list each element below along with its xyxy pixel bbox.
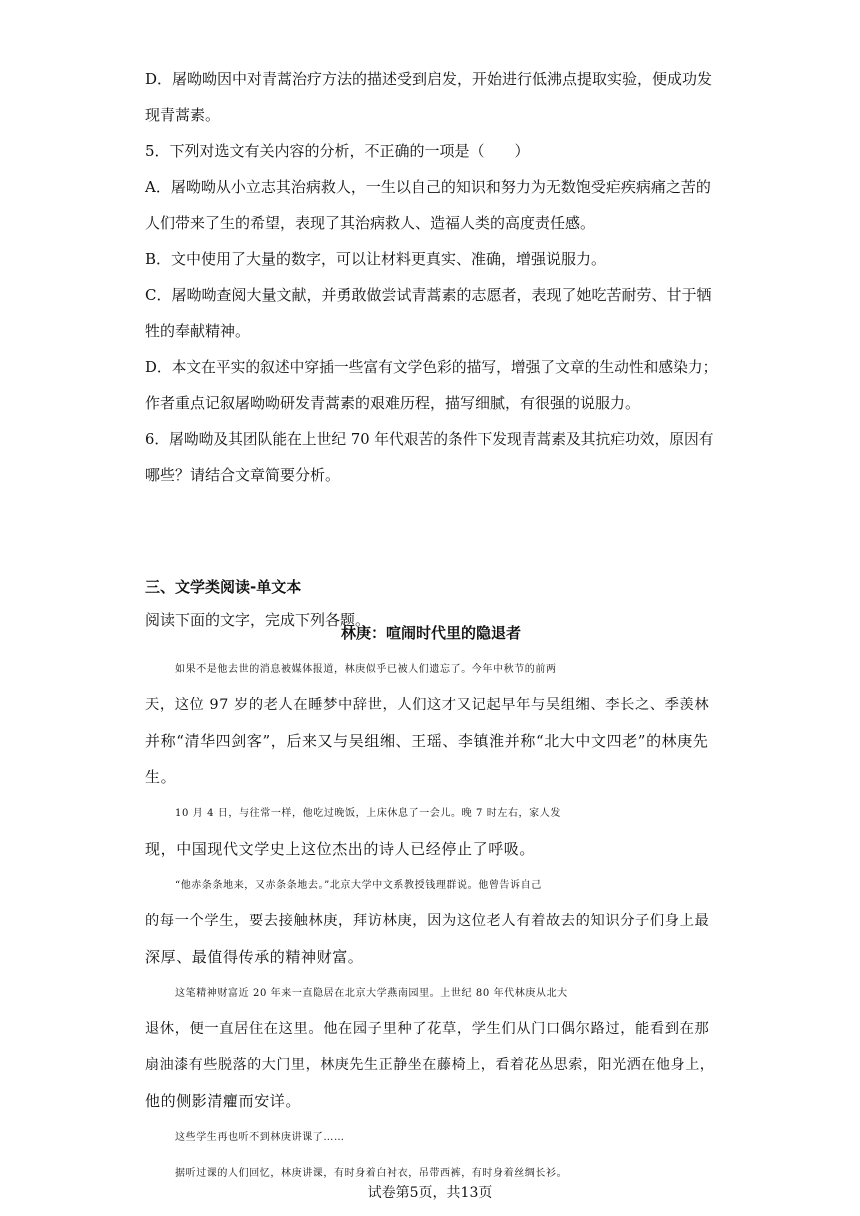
- q5-stem: 5．下列对选文有关内容的分析，不正确的一项是（ ）: [145, 142, 530, 160]
- q6-line2: 哪些？请结合文章简要分析。: [145, 466, 341, 484]
- p4-line3: 扇油漆有些脱落的大门里，林庚先生正静坐在藤椅上，看着花丛思索，阳光洒在他身上，: [145, 1057, 715, 1073]
- q5-option-d-line1: D．本文在平实的叙述中穿插一些富有文学色彩的描写，增强了文章的生动性和感染力；: [145, 359, 718, 376]
- p5-line1: 这些学生再也听不到林庚讲课了……: [175, 1132, 345, 1143]
- p4-line1: 这笔精神财富近 20 年来一直隐居在北京大学燕南园里。上世纪 80 年代林庚从北大: [175, 988, 568, 999]
- q5-option-a-line2: 人们带来了生的希望，表现了其治病救人、造福人类的高度责任感。: [145, 214, 596, 232]
- section-heading: 三、文学类阅读-单文本: [145, 578, 302, 596]
- q5-option-b: B．文中使用了大量的数字，可以让材料更真实、准确，增强说服力。: [145, 250, 607, 268]
- q5-option-a-line1: A．屠呦呦从小立志其治病救人，一生以自己的知识和努力为无数饱受疟疾病痛之苦的: [145, 178, 711, 196]
- p1-line2: 天，这位 97 岁的老人在睡梦中辞世，人们这才又记起早年与吴组缃、李长之、季羡林: [145, 697, 710, 713]
- p1-line3: 并称“清华四剑客”，后来又与吴组缃、王瑶、李镇淮并称“北大中文四老”的林庚先: [145, 732, 709, 750]
- p3-line1: “他赤条条地来，又赤条条地去。”北京大学中文系教授钱理群说。他曾告诉自己: [175, 880, 542, 891]
- p3-line3: 深厚、最值得传承的精神财富。: [145, 948, 364, 966]
- q5-option-c-line1: C．屠呦呦查阅大量文献，并勇敢做尝试青蒿素的志愿者，表现了她吃苦耐劳、甘于牺: [145, 286, 712, 304]
- page-footer: 试卷第5页，共13页: [367, 1185, 493, 1201]
- p1-line1: 如果不是他去世的消息被媒体报道，林庚似乎已被人们遗忘了。今年中秋节的前两: [175, 664, 557, 675]
- section-instruction: 阅读下面的文字，完成下列各题。: [145, 611, 371, 629]
- p4-line2: 退休，便一直居住在这里。他在园子里种了花草，学生们从门口偶尔路过，能看到在那: [145, 1021, 710, 1037]
- q4-option-d-line2: 现青蒿素。: [145, 106, 221, 124]
- p1-line4: 生。: [145, 768, 177, 786]
- p3-line2: 的每一个学生，要去接触林庚，拜访林庚，因为这位老人有着故去的知识分子们身上最: [145, 913, 710, 929]
- p2-line2: 现，中国现代文学史上这位杰出的诗人已经停止了呼吸。: [145, 840, 536, 858]
- p4-line4: 他的侧影清癯而安详。: [145, 1092, 302, 1110]
- p2-line1: 10 月 4 日，与往常一样，他吃过晚饭，上床休息了一会儿。晚 7 时左右，家人发: [175, 808, 561, 819]
- q4-option-d-line1: D．屠呦呦因中对青蒿治疗方法的描述受到启发，开始进行低沸点提取实验，便成功发: [145, 70, 713, 88]
- q6-line1: 6．屠呦呦及其团队能在上世纪 70 年代艰苦的条件下发现青蒿素及其抗疟功效，原因有: [145, 431, 714, 448]
- q5-option-d-line2: 作者重点记叙屠呦呦研发青蒿素的艰难历程，描写细腻，有很强的说服力。: [145, 394, 641, 412]
- article-title: 林庚：喧闹时代里的隐退者: [340, 624, 521, 642]
- q5-option-c-line2: 牲的奉献精神。: [145, 322, 251, 340]
- p6-line1: 据听过课的人们回忆，林庚讲课，有时身着白衬衣，吊带西裤，有时身着丝绸长衫。: [175, 1168, 568, 1179]
